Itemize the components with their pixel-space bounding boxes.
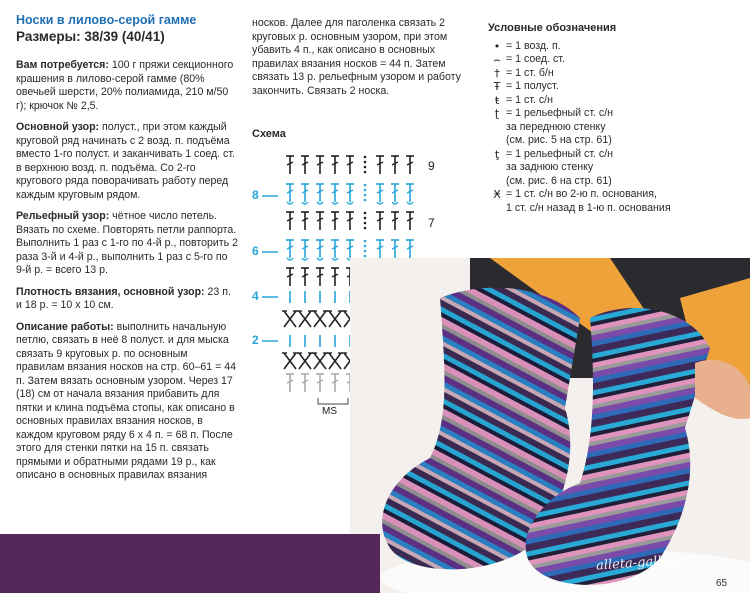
legend-item-fpdc-sub1: за переднюю стенку: [506, 120, 606, 133]
scheme-stitch: [376, 184, 384, 204]
ms-label: MS: [322, 406, 337, 417]
scheme-stitch: [391, 156, 399, 174]
main-pattern-text: полуст., при этом каждый круговой ряд начинать с 2 возд. п. подъёма вместо 1-го полуст. и заканчивать 1 соед. ст. в верхнюю возд. п. подъёма. Со 2-го кругового ряда поворачивать работу перед каждым круговым рядом.: [16, 121, 235, 201]
socks-photo: [350, 258, 750, 593]
row-label-2: 2: [252, 333, 259, 347]
single-crochet-icon: †: [494, 66, 500, 80]
density-label: Плотность вязания, основной узор:: [16, 285, 205, 298]
scheme-stitch: [327, 353, 343, 369]
row-label-7: 7: [428, 216, 435, 230]
chain-stitch-icon: •: [493, 39, 501, 53]
scheme-stitch: [316, 374, 324, 392]
scheme-stitch: [297, 353, 313, 369]
scheme-stitch: [406, 212, 414, 230]
relief-pattern-text: чётное число петель. Вязать по схеме. Повторять петли раппорта. Выполнить 1 раз с 1-го по 4-й р., повторить 2 раза 3-й и 4-й р., выполнить 1 раз с 5-го по 9-й р. = всего 13 р.: [16, 210, 239, 276]
legend-item-slip: ⌢ = 1 соед. ст.: [488, 53, 728, 67]
row-label-4: 4: [252, 289, 259, 303]
scheme-stitch: [286, 212, 294, 230]
scheme-stitch: [286, 268, 294, 286]
row-labels-left: [252, 188, 278, 347]
legend-item-bpdc: ţ = 1 рельефный ст. с/н: [488, 148, 728, 162]
pattern-title: Носки в лилово-серой гамме: [16, 13, 197, 27]
row-label-8: 8: [252, 188, 259, 202]
legend-item-fpdc: ʈ = 1 рельефный ст. с/н: [488, 107, 728, 121]
double-crochet-icon: ŧ: [494, 93, 500, 107]
page-number: 65: [716, 578, 728, 589]
description-paragraph: [16, 321, 238, 483]
scheme-title: Схема: [252, 128, 286, 140]
legend-item-bpdc-sub1: за заднюю стенку: [506, 161, 594, 173]
scheme-stitch: [391, 184, 399, 204]
back-post-dc-icon: ţ: [494, 147, 500, 161]
scheme-stitch: [406, 184, 414, 204]
scheme-stitch: [364, 184, 367, 202]
scheme-stitch: [316, 268, 324, 286]
main-pattern-paragraph: [16, 121, 238, 202]
legend-item-chain: • = 1 возд. п.: [488, 40, 728, 54]
scheme-stitch: [364, 212, 367, 230]
scheme-stitch: [301, 268, 309, 286]
description-text: выполнить начальную петлю, связать в неё 8 полуст. и для мыска связать 9 круговых р. по основным правилам вязания носков на стр. 60–61 = 44 п. Затем вязать основным узором. Через 17 (18) см от начала вязания прибавить для пятки и клина подъёма стопы, как описано в основных правилах вязания носков, в каждом круговом ряду 6 х 4 п. = 68 п. После этого для стенки пятки на 15 п. связать прямыми и обратными рядами 19 р., как описано в основных правилах вязания: [16, 320, 236, 481]
scheme-stitch: [301, 184, 309, 204]
scheme-stitch: [312, 353, 328, 369]
scheme-stitch: [282, 311, 298, 327]
scheme-stitch: [286, 240, 294, 260]
crossed-dc-icon: Ӿ: [493, 188, 501, 201]
legend-item-crossed: Ӿ = 1 ст. с/н во 2-ю п. основания,: [488, 188, 728, 202]
description-label: Описание работы:: [16, 320, 114, 333]
scheme-heading-wrap: [252, 128, 286, 142]
legend-item-dc: ŧ = 1 ст. с/н: [488, 94, 728, 108]
scheme-stitch: [331, 156, 339, 174]
scheme-stitch: [406, 240, 414, 260]
relief-pattern-paragraph: [16, 210, 238, 278]
scheme-stitch: [286, 184, 294, 204]
slip-stitch-icon: ⌢: [493, 53, 501, 66]
continuation-paragraph: носков. Далее для паголенка связать 2 круговых р. основным узором, при этом убавить 4 п., как описано в основных правилах вязания носков = 44 п. Затем связать 13 р. рельефным узором и работу закончить. Связать 2 носка.: [252, 17, 461, 97]
scheme-stitch: [331, 184, 339, 204]
scheme-stitch: [312, 311, 328, 327]
scheme-stitch: [297, 311, 313, 327]
scheme-stitch: [376, 212, 384, 230]
scheme-stitch: [301, 156, 309, 174]
materials-paragraph: [16, 59, 238, 113]
watermark: alleta-gallery.ru: [595, 551, 701, 574]
scheme-stitch: [301, 212, 309, 230]
legend-column: [488, 22, 728, 215]
scheme-stitch: [391, 212, 399, 230]
row-label-9: 9: [428, 159, 435, 173]
scheme-stitch: [316, 212, 324, 230]
scheme-stitch: [301, 240, 309, 260]
scheme-stitch: [331, 240, 339, 260]
sizes-heading: Размеры: 38/39 (40/41): [16, 29, 165, 44]
purple-footer-band: [0, 534, 380, 593]
legend-item-crossed-sub1: 1 ст. с/н назад в 1-ю п. основания: [506, 201, 671, 214]
legend-item-fpdc-sub2: (см. рис. 5 на стр. 61): [506, 134, 612, 146]
scheme-stitch: [331, 268, 339, 286]
scheme-stitch: [346, 156, 354, 174]
scheme-stitch: [391, 240, 399, 260]
row-label-6: 6: [252, 244, 259, 258]
half-double-crochet-icon: Ŧ: [493, 80, 501, 93]
density-text: 23 п. и 18 р. = 10 х 10 см.: [16, 285, 231, 311]
legend-item-bpdc-sub2: (см. рис. 6 на стр. 61): [506, 174, 612, 187]
scheme-stitch: [286, 374, 294, 392]
legend-item-sc: † = 1 ст. б/н: [488, 67, 728, 81]
scheme-stitch: [316, 184, 324, 204]
density-paragraph: [16, 286, 238, 313]
scheme-stitch: [346, 240, 354, 260]
main-pattern-label: Основной узор:: [16, 121, 100, 133]
front-post-dc-icon: ʈ: [494, 107, 500, 120]
scheme-stitch: [282, 353, 298, 369]
scheme-stitch: [364, 240, 367, 258]
scheme-stitch: [376, 240, 384, 260]
legend-title: Условные обозначения: [488, 22, 617, 34]
scheme-stitch: [376, 156, 384, 174]
scheme-stitch: [364, 156, 367, 174]
scheme-stitch: [316, 240, 324, 260]
scheme-stitch: [316, 156, 324, 174]
middle-column: [252, 17, 474, 106]
relief-pattern-label: Рельефный узор:: [16, 210, 110, 222]
scheme-stitch: [346, 184, 354, 204]
scheme-stitch: [286, 156, 294, 174]
legend-item-hdc: Ŧ = 1 полуст.: [488, 80, 728, 94]
materials-text: 100 г пряжи секционного крашения в лилово-серой гамме (80% овечьей шерсти, 20% полиамида, 210 м/50 г); крючок № 2,5.: [16, 59, 234, 112]
scheme-stitch: [301, 374, 309, 392]
scheme-stitch: [406, 156, 414, 174]
scheme-stitch: [346, 212, 354, 230]
scheme-stitch: [331, 212, 339, 230]
left-column: [16, 12, 238, 491]
scheme-stitch: [331, 374, 339, 392]
materials-label: Вам потребуется:: [16, 59, 109, 71]
scheme-stitch: [327, 311, 343, 327]
